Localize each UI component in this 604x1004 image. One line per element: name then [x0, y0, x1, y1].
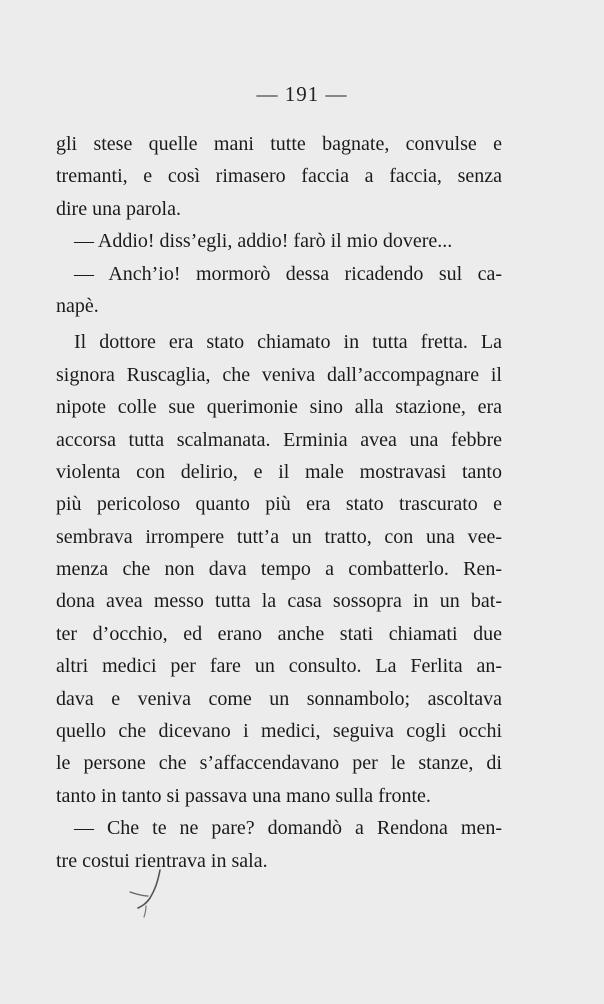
text-line: dava e veniva come un sonnambolo; ascoltava: [56, 687, 502, 710]
text-line: Il dottore era stato chiamato in tutta fretta. La: [74, 331, 502, 354]
text-line: ter d’occhio, ed erano anche stati chiamati due: [56, 622, 502, 645]
text-line: le persone che s’affaccendavano per le stanze, di: [56, 752, 502, 775]
text-line: napè.: [56, 294, 99, 317]
text-line: — Anch’io! mormorò dessa ricadendo sul ca-: [74, 262, 502, 285]
page-number: — 191 —: [256, 82, 348, 106]
text-line: tanto in tanto si passava una mano sulla fronte.: [56, 784, 431, 807]
pencil-mark-icon: [120, 862, 180, 922]
text-line: tremanti, e così rimasero faccia a faccia, senza: [56, 165, 502, 188]
text-line: — Che te ne pare? domandò a Rendona men-: [74, 817, 502, 840]
text-line: violenta con delirio, e il male mostravasi tanto: [56, 460, 502, 483]
text-line: accorsa tutta scalmanata. Erminia avea una febbre: [56, 428, 502, 451]
text-line: più pericoloso quanto più era stato trascurato e: [56, 493, 502, 516]
text-line: menza che non dava tempo a combatterlo. Ren-: [56, 558, 502, 581]
body-text: [56, 128, 502, 877]
text-line: nipote colle sue querimonie sino alla stazione, era: [56, 396, 502, 419]
text-line: gli stese quelle mani tutte bagnate, convulse e: [56, 133, 502, 155]
text-line: quello che dicevano i medici, seguiva cogli occhi: [56, 720, 502, 743]
text-line: tre costui rientrava in sala.: [56, 849, 268, 872]
text-line: dire una parola.: [56, 197, 181, 220]
text-line: altri medici per fare un consulto. La Ferlita an-: [56, 655, 502, 678]
text-line: signora Ruscaglia, che veniva dall’accompagnare il: [56, 363, 502, 386]
text-line: — Addio! diss’egli, addio! farò il mio dovere...: [74, 230, 453, 253]
text-line: dona avea messo tutta la casa sossopra in un bat-: [56, 590, 502, 613]
text-line: sembrava irrompere tutt’a un tratto, con una vee-: [56, 525, 502, 548]
